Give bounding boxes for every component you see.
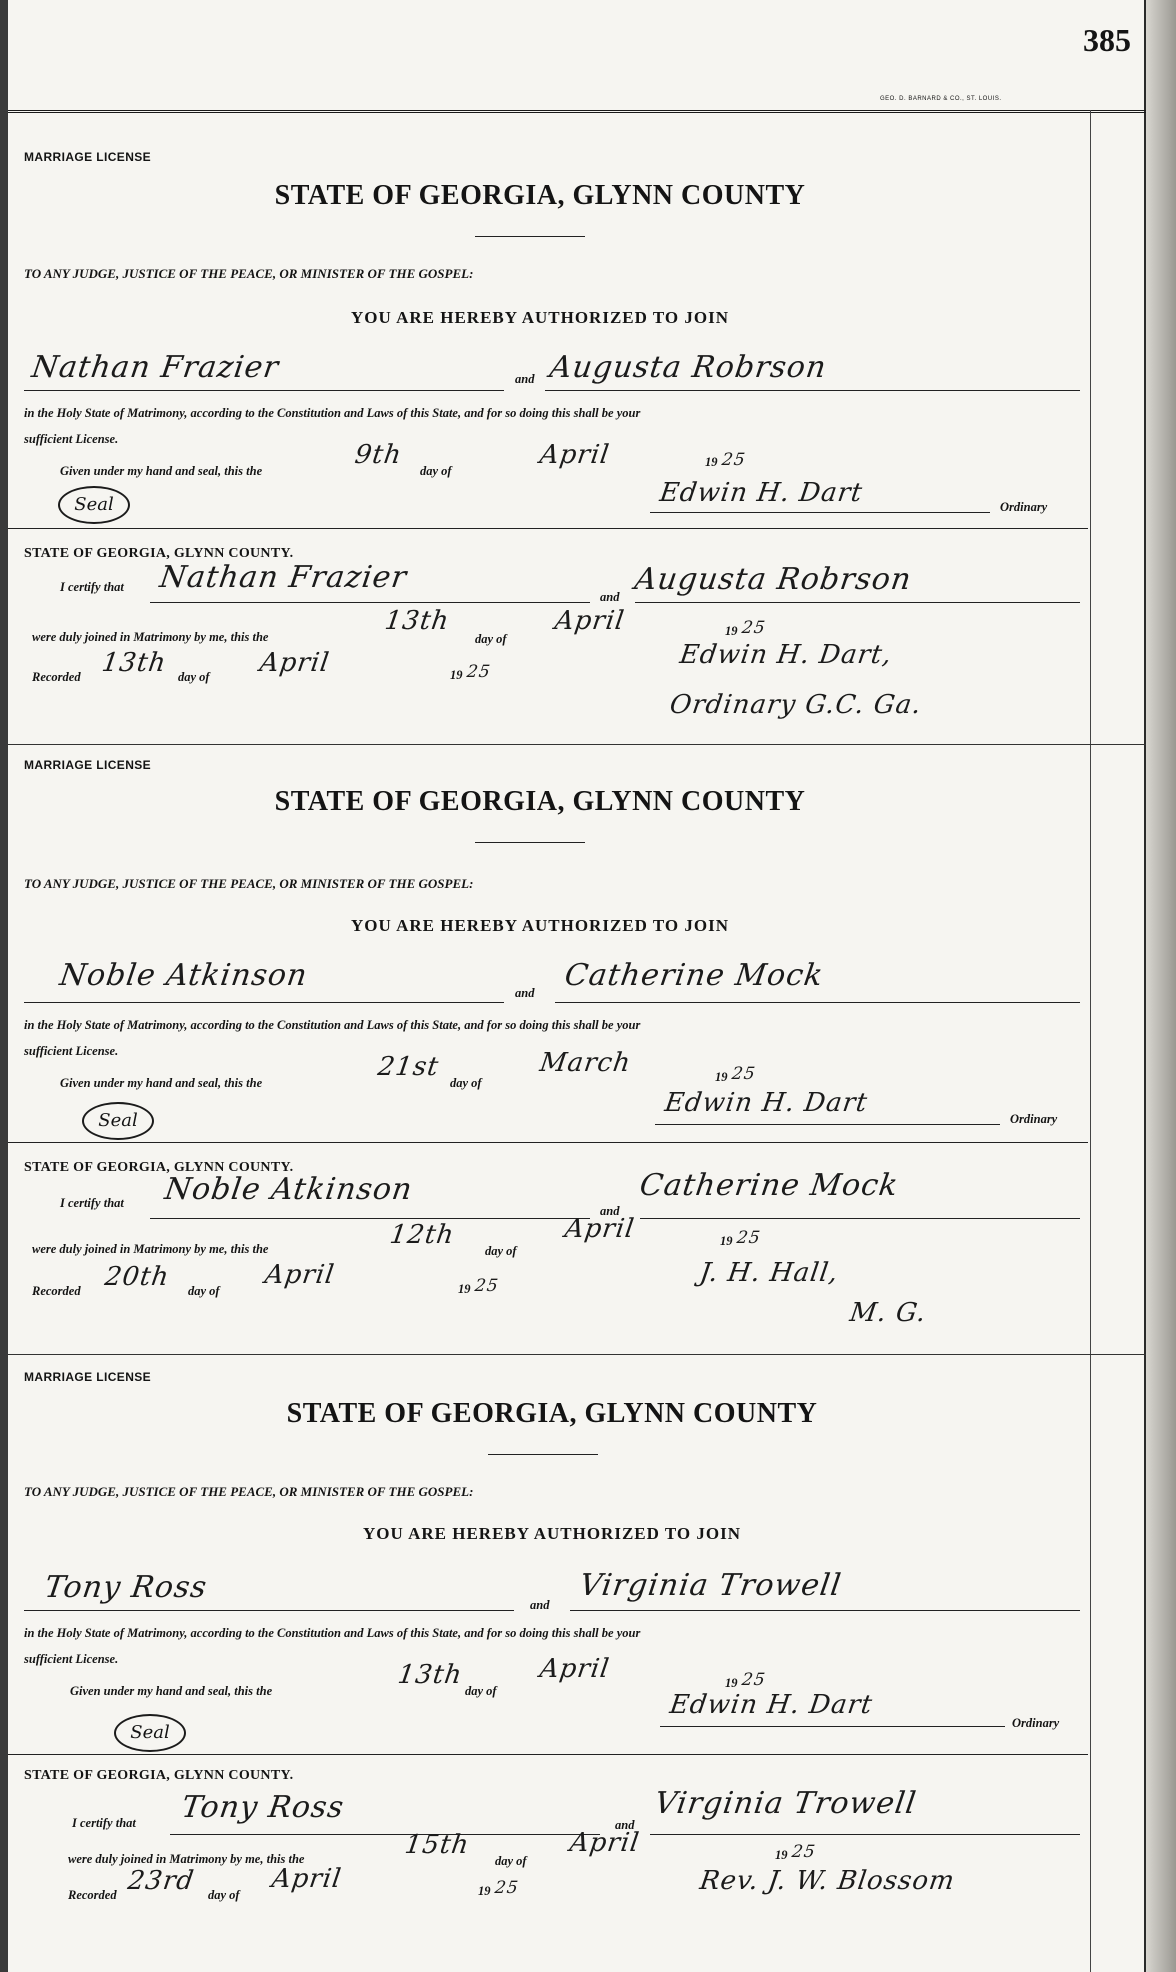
sufficient-license: sufficient License.	[24, 432, 119, 446]
holy-state-text: in the Holy State of Matrimony, according to the Constitution and Laws of this State, and for so doing this shall be your	[24, 406, 641, 420]
year-prefix: 19	[775, 1848, 788, 1862]
heading-rule	[488, 1454, 598, 1455]
ordinary-signature: Edwin H. Dart	[657, 478, 865, 508]
seal-mark: Seal	[114, 1714, 186, 1752]
cert-heading: STATE OF GEORGIA, GLYNN COUNTY.	[24, 1768, 294, 1783]
and-label: and	[515, 372, 535, 386]
cert-bride-name: Virginia Trowell	[652, 1786, 919, 1821]
were-joined-text: were duly joined in Matrimony by me, this the	[32, 630, 269, 644]
recorded-label: Recorded	[68, 1888, 117, 1902]
married-year: 25	[740, 618, 768, 638]
day-of-label: day of	[178, 670, 210, 684]
license-heading: STATE OF GEORGIA, GLYNN COUNTY	[274, 786, 806, 817]
ordinary-line	[655, 1124, 1000, 1125]
recorded-day: 20th	[102, 1262, 172, 1292]
officiant-signature: J. H. Hall,	[697, 1258, 841, 1288]
and-label: and	[615, 1818, 635, 1832]
groom-name: Nathan Frazier	[29, 350, 282, 385]
day-of-label: day of	[420, 464, 452, 478]
day-of-label: day of	[475, 632, 507, 646]
married-day: 13th	[382, 606, 452, 636]
recorded-label: Recorded	[32, 1284, 81, 1298]
ordinary-signature: Edwin H. Dart	[667, 1690, 875, 1720]
bride-name: Catherine Mock	[562, 958, 826, 993]
recorded-year: 25	[493, 1878, 521, 1898]
officiant-title: Ordinary G.C. Ga.	[667, 690, 924, 720]
entry-separator	[8, 744, 1146, 745]
license-month: April	[537, 1654, 612, 1684]
license-year: 25	[740, 1670, 768, 1690]
groom-line	[24, 1610, 514, 1611]
license-year: 25	[720, 450, 748, 470]
to-any-judge: TO ANY JUDGE, JUSTICE OF THE PEACE, OR MINISTER OF THE GOSPEL:	[24, 266, 474, 281]
top-double-rule	[8, 110, 1146, 113]
year-prefix: 19	[458, 1282, 471, 1296]
cert-bride-name: Augusta Robrson	[632, 562, 914, 597]
ordinary-label: Ordinary	[1000, 500, 1048, 514]
right-margin-rule	[1090, 110, 1091, 1972]
given-under-text: Given under my hand and seal, this the	[70, 1684, 273, 1698]
cert-groom-line	[150, 1218, 590, 1219]
were-joined-text: were duly joined in Matrimony by me, this the	[68, 1852, 305, 1866]
entry-separator	[8, 1354, 1146, 1355]
day-of-label: day of	[450, 1076, 482, 1090]
groom-name: Tony Ross	[42, 1570, 210, 1605]
day-of-label: day of	[485, 1244, 517, 1258]
heading-rule	[475, 236, 585, 237]
year-prefix: 19	[478, 1884, 491, 1898]
license-day: 21st	[375, 1052, 441, 1082]
cert-groom-name: Tony Ross	[179, 1790, 347, 1825]
sufficient-license: sufficient License.	[24, 1652, 119, 1666]
and-label: and	[600, 1204, 620, 1218]
officiant-signature: Rev. J. W. Blossom	[697, 1866, 957, 1896]
heading-rule	[475, 842, 585, 843]
recorded-year: 25	[473, 1276, 501, 1296]
i-certify-label: I certify that	[60, 1196, 124, 1210]
recorded-year: 25	[465, 662, 493, 682]
recorded-month: April	[257, 648, 332, 678]
given-under-text: Given under my hand and seal, this the	[60, 464, 263, 478]
and-label: and	[530, 1598, 550, 1612]
married-year: 25	[790, 1842, 818, 1862]
cert-groom-name: Nathan Frazier	[157, 560, 410, 595]
authorized-to-join: YOU ARE HEREBY AUTHORIZED TO JOIN	[351, 916, 729, 935]
married-month: April	[567, 1828, 642, 1858]
given-under-text: Given under my hand and seal, this the	[60, 1076, 263, 1090]
married-year: 25	[735, 1228, 763, 1248]
bride-name: Virginia Trowell	[577, 1568, 844, 1603]
year-prefix: 19	[720, 1234, 733, 1248]
cert-separator	[8, 528, 1088, 529]
groom-line	[24, 1002, 504, 1003]
year-prefix: 19	[715, 1070, 728, 1084]
page-number: 385	[1083, 22, 1131, 58]
recorded-day: 23rd	[125, 1866, 197, 1896]
day-of-label: day of	[495, 1854, 527, 1868]
ordinary-label: Ordinary	[1012, 1716, 1060, 1730]
year-prefix: 19	[450, 668, 463, 682]
cert-heading: STATE OF GEORGIA, GLYNN COUNTY.	[24, 1160, 294, 1175]
i-certify-label: I certify that	[60, 580, 124, 594]
recorded-month: April	[262, 1260, 337, 1290]
and-label: and	[600, 590, 620, 604]
license-label: MARRIAGE LICENSE	[24, 150, 152, 164]
day-of-label: day of	[208, 1888, 240, 1902]
recorded-month: April	[269, 1864, 344, 1894]
cert-groom-name: Noble Atkinson	[162, 1172, 415, 1207]
married-day: 15th	[402, 1830, 472, 1860]
holy-state-text: in the Holy State of Matrimony, according to the Constitution and Laws of this State, and for so doing this shall be your	[24, 1018, 641, 1032]
bride-line	[570, 1610, 1080, 1611]
cert-groom-line	[170, 1834, 600, 1835]
to-any-judge: TO ANY JUDGE, JUSTICE OF THE PEACE, OR MINISTER OF THE GOSPEL:	[24, 876, 474, 891]
sufficient-license: sufficient License.	[24, 1044, 119, 1058]
day-of-label: day of	[465, 1684, 497, 1698]
day-of-label: day of	[188, 1284, 220, 1298]
cert-bride-line	[640, 1218, 1080, 1219]
officiant-signature: Edwin H. Dart,	[677, 640, 895, 670]
ordinary-line	[660, 1726, 1005, 1727]
page-curl-edge	[1144, 0, 1176, 1972]
seal-mark: Seal	[58, 486, 130, 524]
groom-line	[24, 390, 504, 391]
cert-heading: STATE OF GEORGIA, GLYNN COUNTY.	[24, 546, 294, 561]
license-heading: STATE OF GEORGIA, GLYNN COUNTY	[286, 1398, 818, 1429]
married-month: April	[552, 606, 627, 636]
officiant-title: M. G.	[847, 1298, 929, 1328]
bride-line	[555, 1002, 1080, 1003]
license-month: April	[537, 440, 612, 470]
cert-separator	[8, 1754, 1088, 1755]
to-any-judge: TO ANY JUDGE, JUSTICE OF THE PEACE, OR MINISTER OF THE GOSPEL:	[24, 1484, 474, 1499]
and-label: and	[515, 986, 535, 1000]
cert-bride-line	[650, 1834, 1080, 1835]
cert-bride-line	[635, 602, 1080, 603]
cert-separator	[8, 1142, 1088, 1143]
license-year: 25	[730, 1064, 758, 1084]
recorded-day: 13th	[99, 648, 169, 678]
authorized-to-join: YOU ARE HEREBY AUTHORIZED TO JOIN	[351, 308, 729, 327]
license-label: MARRIAGE LICENSE	[24, 1370, 152, 1384]
married-day: 12th	[387, 1220, 457, 1250]
were-joined-text: were duly joined in Matrimony by me, this the	[32, 1242, 269, 1256]
cert-bride-name: Catherine Mock	[637, 1168, 901, 1203]
cert-groom-line	[150, 602, 590, 603]
license-day: 13th	[395, 1660, 465, 1690]
bride-line	[545, 390, 1080, 391]
i-certify-label: I certify that	[72, 1816, 136, 1830]
year-prefix: 19	[725, 1676, 738, 1690]
holy-state-text: in the Holy State of Matrimony, according to the Constitution and Laws of this State, and for so doing this shall be your	[24, 1626, 641, 1640]
license-month: March	[537, 1048, 633, 1078]
authorized-to-join: YOU ARE HEREBY AUTHORIZED TO JOIN	[363, 1524, 741, 1543]
ordinary-signature: Edwin H. Dart	[662, 1088, 870, 1118]
year-prefix: 19	[705, 455, 718, 469]
married-month: April	[562, 1214, 637, 1244]
license-label: MARRIAGE LICENSE	[24, 758, 152, 772]
groom-name: Noble Atkinson	[57, 958, 310, 993]
ordinary-line	[650, 512, 990, 513]
seal-mark: Seal	[82, 1102, 154, 1140]
license-day: 9th	[352, 440, 404, 470]
year-prefix: 19	[725, 624, 738, 638]
recorded-label: Recorded	[32, 670, 81, 684]
printer-imprint: GEO. D. BARNARD & CO., ST. LOUIS.	[880, 96, 1002, 102]
license-heading: STATE OF GEORGIA, GLYNN COUNTY	[274, 180, 806, 211]
ordinary-label: Ordinary	[1010, 1112, 1058, 1126]
bride-name: Augusta Robrson	[547, 350, 829, 385]
binding-edge	[0, 0, 8, 1972]
